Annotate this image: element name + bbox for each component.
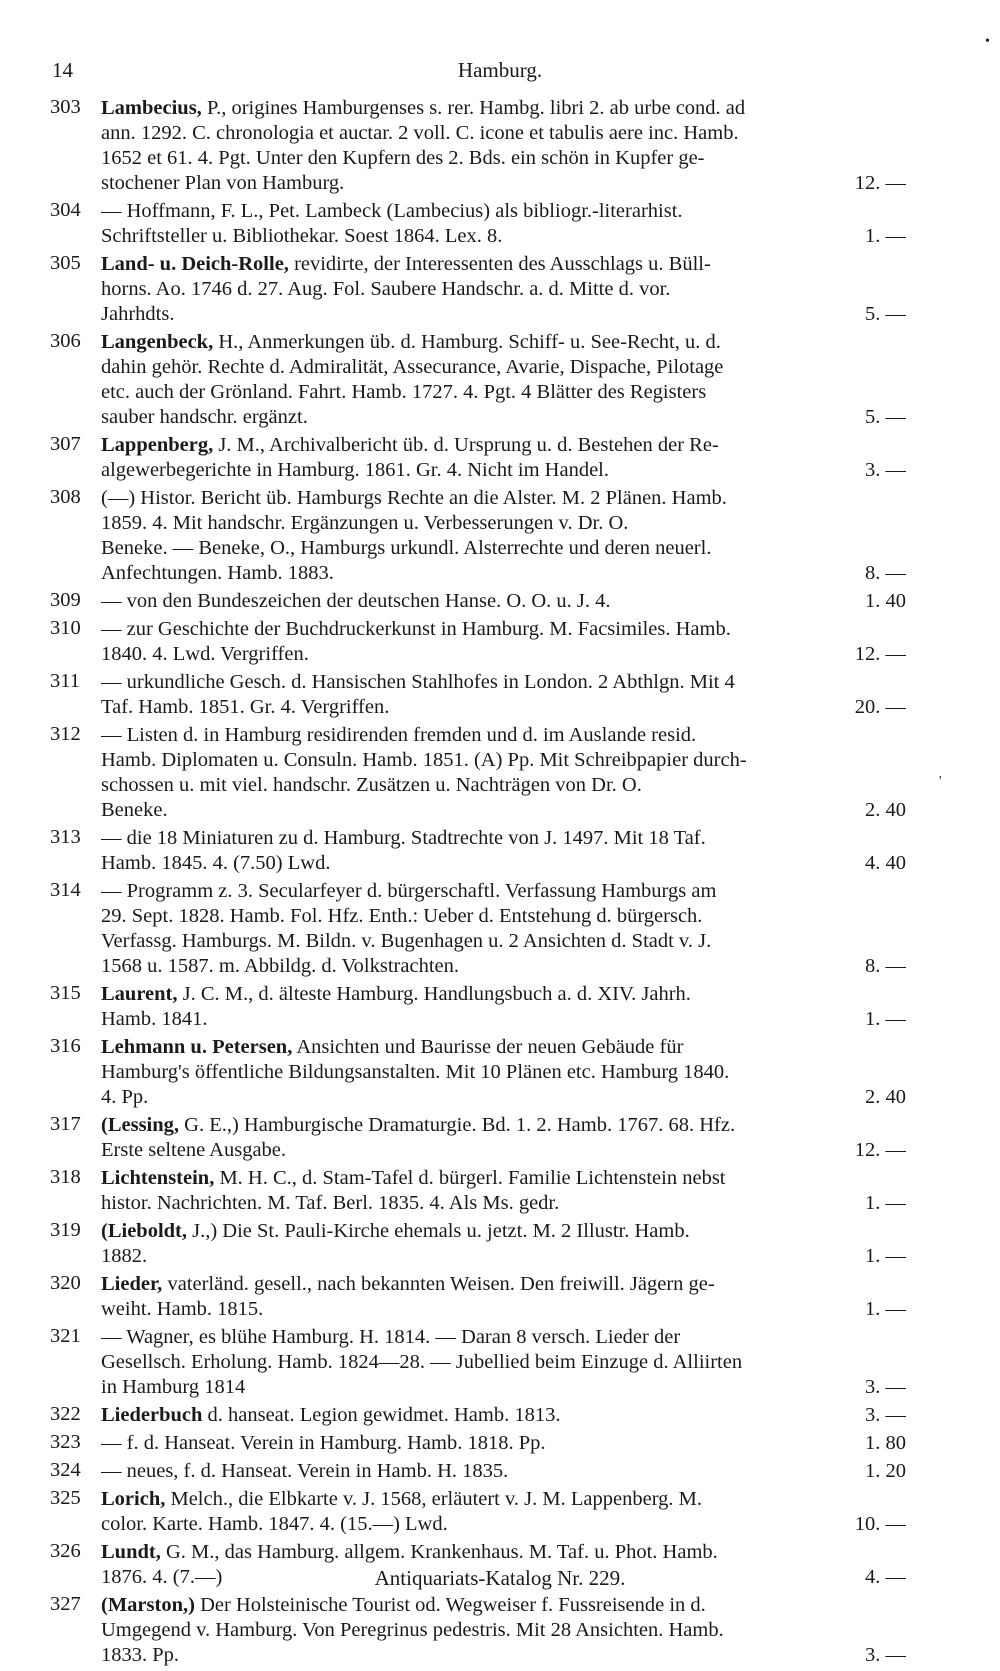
entry-text: (—) Histor. Bericht üb. Hamburgs Rechte an die Alster. M. 2 Plänen. Hamb.	[101, 487, 727, 509]
entry-price: 3. —	[865, 1404, 906, 1426]
catalog-entry	[0, 589, 1000, 614]
entry-price: 2. 40	[865, 1086, 906, 1108]
catalog-entry	[0, 982, 1000, 1032]
entry-text: color. Karte. Hamb. 1847. 4. (15.—) Lwd.	[101, 1513, 448, 1535]
entry-line	[101, 1007, 906, 1032]
entry-text: Erste seltene Ausgabe.	[101, 1139, 287, 1161]
entry-line	[101, 1085, 906, 1110]
entry-price: 1. 40	[865, 590, 906, 612]
entry-line	[101, 1375, 906, 1400]
entry-number: 323	[50, 1431, 81, 1453]
entry-line	[101, 1219, 906, 1244]
entry-number: 315	[50, 982, 81, 1004]
entry-text: P., origines Hamburgenses s. rer. Hambg. libri 2. ab urbe cond. ad	[201, 97, 746, 119]
entry-text: Melch., die Elbkarte v. J. 1568, erläutert v. J. M. Lappenberg. M.	[165, 1488, 703, 1510]
entry-headword: Lehmann u. Petersen,	[101, 1036, 293, 1058]
entry-text: 1840. 4. Lwd. Vergriffen.	[101, 643, 309, 665]
entry-text: horns. Ao. 1746 d. 27. Aug. Fol. Saubere Handschr. a. d. Mitte d. vor.	[101, 278, 671, 300]
entry-text: algewerbegerichte in Hamburg. 1861. Gr. 4. Nicht im Handel.	[101, 459, 609, 481]
entry-text: — f. d. Hanseat. Verein in Hamburg. Hamb. 1818. Pp.	[101, 1432, 546, 1454]
entry-line	[101, 1403, 906, 1428]
entry-line	[101, 121, 906, 146]
entry-number: 311	[50, 670, 80, 692]
entry-text: Ansichten und Baurisse der neuen Gebäude für	[292, 1036, 684, 1058]
entry-text: schossen u. mit viel. handschr. Zusätzen u. Nachträgen von Dr. O.	[101, 774, 642, 796]
entry-line	[101, 1060, 906, 1085]
entry-price: 10. —	[854, 1513, 906, 1535]
entry-text: Taf. Hamb. 1851. Gr. 4. Vergriffen.	[101, 696, 390, 718]
entry-line	[101, 670, 906, 695]
entry-line	[101, 380, 906, 405]
entry-line	[101, 1035, 906, 1060]
page-number: 14	[52, 58, 73, 82]
entry-text: 1876. 4. (7.—)	[101, 1566, 223, 1588]
catalog-entry	[0, 96, 1000, 196]
catalog-entry	[0, 1325, 1000, 1400]
catalog-entry	[0, 1219, 1000, 1269]
entry-line	[101, 798, 906, 823]
catalog-entry	[0, 433, 1000, 483]
entry-line	[101, 1297, 906, 1322]
entry-number: 325	[50, 1487, 81, 1509]
entry-line	[101, 1512, 906, 1537]
entry-text: histor. Nachrichten. M. Taf. Berl. 1835. 4. Als Ms. gedr.	[101, 1192, 560, 1214]
entry-line	[101, 302, 906, 327]
catalog-entry	[0, 670, 1000, 720]
entry-number: 303	[50, 96, 81, 118]
entry-headword: (Lessing,	[101, 1114, 180, 1136]
entry-number: 307	[50, 433, 81, 455]
entry-price: 1. 20	[865, 1460, 906, 1482]
entry-text: — die 18 Miniaturen zu d. Hamburg. Stadtrechte von J. 1497. Mit 18 Taf.	[101, 827, 706, 849]
entry-line	[101, 904, 906, 929]
entry-text: — zur Geschichte der Buchdruckerkunst in Hamburg. M. Facsimiles. Hamb.	[101, 618, 731, 640]
catalog-entry	[0, 617, 1000, 667]
entry-line	[101, 1138, 906, 1163]
entry-line	[101, 642, 906, 667]
entry-text: Hamb. Diplomaten u. Consuln. Hamb. 1851. (A) Pp. Mit Schreibpapier durch-	[101, 749, 747, 771]
entry-price: 3. —	[865, 459, 906, 481]
entry-line	[101, 561, 906, 586]
entry-line	[101, 1431, 906, 1456]
entry-text: stochener Plan von Hamburg.	[101, 172, 345, 194]
catalog-footer: Antiquariats-Katalog Nr. 229.	[374, 1566, 626, 1590]
entry-line	[101, 146, 906, 171]
entry-text: G. M., das Hamburg. allgem. Krankenhaus. M. Taf. u. Phot. Hamb.	[160, 1541, 718, 1563]
entry-line	[101, 355, 906, 380]
entry-headword: Lorich,	[101, 1488, 166, 1510]
entry-number: 316	[50, 1035, 81, 1057]
entry-text: J. M., Archivalbericht üb. d. Ursprung u. d. Bestehen der Re-	[213, 434, 719, 456]
entry-line	[101, 1540, 906, 1565]
catalog-entry	[0, 1431, 1000, 1456]
entry-line	[101, 433, 906, 458]
entry-line	[101, 617, 906, 642]
entry-line	[101, 879, 906, 904]
entry-line	[101, 1191, 906, 1216]
catalog-entry	[0, 1035, 1000, 1110]
entry-line	[101, 748, 906, 773]
entry-text: — Wagner, es blühe Hamburg. H. 1814. — Daran 8 versch. Lieder der	[101, 1326, 681, 1348]
entry-line	[101, 511, 906, 536]
entry-text: Verfassg. Hamburgs. M. Bildn. v. Bugenhagen u. 2 Ansichten d. Stadt v. J.	[101, 930, 712, 952]
catalog-entry	[0, 1459, 1000, 1484]
entry-headword: Laurent,	[101, 983, 178, 1005]
entry-line	[101, 773, 906, 798]
entry-price: 4. —	[865, 1566, 906, 1588]
entry-text: — von den Bundeszeichen der deutschen Hanse. O. O. u. J. 4.	[101, 590, 611, 612]
entry-line	[101, 252, 906, 277]
entry-text: Hamb. 1845. 4. (7.50) Lwd.	[101, 852, 331, 874]
entry-line	[101, 851, 906, 876]
entry-headword: Lichtenstein,	[101, 1167, 215, 1189]
entry-line	[101, 277, 906, 302]
entry-text: 1652 et 61. 4. Pgt. Unter den Kupfern des 2. Bds. ein schön in Kupfer ge-	[101, 147, 705, 169]
catalog-entry	[0, 723, 1000, 823]
entry-headword: Lambecius,	[101, 97, 202, 119]
entry-number: 314	[50, 879, 81, 901]
entry-line	[101, 171, 906, 196]
entry-text: G. E.,) Hamburgische Dramaturgie. Bd. 1. 2. Hamb. 1767. 68. Hfz.	[179, 1114, 736, 1136]
entry-text: 1882.	[101, 1245, 148, 1267]
entry-price: 1. —	[865, 225, 906, 247]
entry-number: 312	[50, 723, 81, 745]
entry-headword: Lundt,	[101, 1541, 161, 1563]
catalog-entries	[0, 96, 1000, 1671]
entry-price: 8. —	[865, 955, 906, 977]
entry-price: 5. —	[865, 406, 906, 428]
entry-number: 322	[50, 1403, 81, 1425]
entry-text: 4. Pp.	[101, 1086, 149, 1108]
entry-line	[101, 1244, 906, 1269]
entry-number: 306	[50, 330, 81, 352]
entry-text: 1568 u. 1587. m. Abbildg. d. Volkstrachten.	[101, 955, 459, 977]
entry-text: — Hoffmann, F. L., Pet. Lambeck (Lambecius) als bibliogr.-literarhist.	[101, 200, 683, 222]
catalog-entry	[0, 1487, 1000, 1537]
entry-text: Beneke. — Beneke, O., Hamburgs urkundl. Alsterrechte und deren neuerl.	[101, 537, 712, 559]
entry-headword: Liederbuch	[101, 1404, 203, 1426]
side-mark: '	[939, 774, 942, 789]
entry-line	[101, 589, 906, 614]
entry-text: sauber handschr. ergänzt.	[101, 406, 308, 428]
entry-price: 1. —	[865, 1298, 906, 1320]
entry-line	[101, 982, 906, 1007]
entry-text: H., Anmerkungen üb. d. Hamburg. Schiff- u. See-Recht, u. d.	[213, 331, 721, 353]
entry-text: — Programm z. 3. Secularfeyer d. bürgerschaftl. Verfassung Hamburgs am	[101, 880, 717, 902]
entry-line	[101, 1350, 906, 1375]
entry-price: 12. —	[854, 172, 906, 194]
entry-text: Der Holsteinische Tourist od. Wegweiser f. Fussreisende in d.	[194, 1594, 706, 1616]
entry-headword: Land- u. Deich-Rolle,	[101, 253, 289, 275]
entry-number: 321	[50, 1325, 81, 1347]
catalog-entry	[0, 826, 1000, 876]
entry-line	[101, 929, 906, 954]
catalog-entry	[0, 1593, 1000, 1668]
entry-line	[101, 1459, 906, 1484]
running-title: Hamburg.	[457, 58, 543, 82]
entry-price: 5. —	[865, 303, 906, 325]
entry-number: 310	[50, 617, 81, 639]
entry-line	[101, 96, 906, 121]
entry-text: weiht. Hamb. 1815.	[101, 1298, 264, 1320]
catalog-entry	[0, 199, 1000, 249]
entry-line	[101, 199, 906, 224]
entry-headword: Lieder,	[101, 1273, 163, 1295]
catalog-entry	[0, 486, 1000, 586]
entry-text: dahin gehör. Rechte d. Admiralität, Assecurance, Avarie, Dispache, Pilotage	[101, 356, 724, 378]
entry-price: 3. —	[865, 1376, 906, 1398]
entry-line	[101, 1166, 906, 1191]
entry-text: Hamburg's öffentliche Bildungsanstalten. Mit 10 Plänen etc. Hamburg 1840.	[101, 1061, 730, 1083]
entry-line	[101, 1487, 906, 1512]
entry-text: Beneke.	[101, 799, 168, 821]
entry-headword: (Lieboldt,	[101, 1220, 187, 1242]
catalog-entry	[0, 252, 1000, 327]
catalog-entry	[0, 1113, 1000, 1163]
entry-line	[101, 405, 906, 430]
entry-price: 4. 40	[865, 852, 906, 874]
entry-text: revidirte, der Interessenten des Ausschlags u. Büll-	[288, 253, 711, 275]
entry-price: 1. —	[865, 1008, 906, 1030]
entry-price: 12. —	[854, 1139, 906, 1161]
entry-line	[101, 1272, 906, 1297]
entry-number: 317	[50, 1113, 81, 1135]
entry-line	[101, 826, 906, 851]
entry-price: 12. —	[854, 643, 906, 665]
entry-text: J. C. M., d. älteste Hamburg. Handlungsbuch a. d. XIV. Jahrh.	[177, 983, 691, 1005]
entry-number: 304	[50, 199, 81, 221]
entry-price: 1. —	[865, 1192, 906, 1214]
entry-number: 318	[50, 1166, 81, 1188]
entry-text: Gesellsch. Erholung. Hamb. 1824—28. — Jubellied beim Einzuge d. Alliirten	[101, 1351, 743, 1373]
entry-number: 309	[50, 589, 81, 611]
entry-headword: (Marston,)	[101, 1594, 195, 1616]
entry-price: 1. 80	[865, 1432, 906, 1454]
entry-number: 305	[50, 252, 81, 274]
entry-price: 1. —	[865, 1245, 906, 1267]
entry-text: in Hamburg 1814	[101, 1376, 246, 1398]
entry-headword: Lappenberg,	[101, 434, 214, 456]
entry-line	[101, 1618, 906, 1643]
entry-number: 327	[50, 1593, 81, 1615]
entry-text: etc. auch der Grönland. Fahrt. Hamb. 1727. 4. Pgt. 4 Blätter des Registers	[101, 381, 707, 403]
entry-text: — neues, f. d. Hanseat. Verein in Hamb. H. 1835.	[101, 1460, 509, 1482]
entry-text: — urkundliche Gesch. d. Hansischen Stahlhofes in London. 2 Abthlgn. Mit 4	[101, 671, 735, 693]
catalog-entry	[0, 1403, 1000, 1428]
entry-text: d. hanseat. Legion gewidmet. Hamb. 1813.	[202, 1404, 561, 1426]
entry-text: — Listen d. in Hamburg residirenden fremden und d. im Auslande resid.	[101, 724, 697, 746]
entry-text: 1833. Pp.	[101, 1644, 180, 1666]
entry-number: 320	[50, 1272, 81, 1294]
entry-number: 313	[50, 826, 81, 848]
entry-line	[101, 330, 906, 355]
entry-number: 324	[50, 1459, 81, 1481]
entry-price: 3. —	[865, 1644, 906, 1666]
catalog-entry	[0, 1166, 1000, 1216]
entry-price: 2. 40	[865, 799, 906, 821]
entry-line	[101, 1643, 906, 1668]
entry-text: 1859. 4. Mit handschr. Ergänzungen u. Verbesserungen v. Dr. O.	[101, 512, 629, 534]
entry-headword: Langenbeck,	[101, 331, 214, 353]
entry-number: 308	[50, 486, 81, 508]
entry-line	[101, 536, 906, 561]
entry-text: Umgegend v. Hamburg. Von Peregrinus pedestris. Mit 28 Ansichten. Hamb.	[101, 1619, 724, 1641]
entry-text: ann. 1292. C. chronologia et auctar. 2 voll. C. icone et tabulis aere inc. Hamb.	[101, 122, 739, 144]
entry-text: M. H. C., d. Stam-Tafel d. bürgerl. Familie Lichtenstein nebst	[214, 1167, 726, 1189]
entry-line	[101, 1113, 906, 1138]
entry-line	[101, 723, 906, 748]
entry-text: 29. Sept. 1828. Hamb. Fol. Hfz. Enth.: Ueber d. Entstehung d. bürgersch.	[101, 905, 703, 927]
entry-text: vaterländ. gesell., nach bekannten Weisen. Den freiwill. Jägern ge-	[162, 1273, 715, 1295]
corner-mark: •	[985, 34, 990, 49]
entry-number: 326	[50, 1540, 81, 1562]
entry-line	[101, 1593, 906, 1618]
entry-line	[101, 954, 906, 979]
entry-line	[101, 224, 906, 249]
entry-text: Hamb. 1841.	[101, 1008, 208, 1030]
entry-line	[101, 458, 906, 483]
catalog-entry	[0, 330, 1000, 430]
entry-text: Anfechtungen. Hamb. 1883.	[101, 562, 334, 584]
entry-text: Schriftsteller u. Bibliothekar. Soest 1864. Lex. 8.	[101, 225, 503, 247]
entry-text: Jahrhdts.	[101, 303, 175, 325]
catalog-entry	[0, 1272, 1000, 1322]
catalog-entry	[0, 879, 1000, 979]
entry-price: 8. —	[865, 562, 906, 584]
entry-line	[101, 1325, 906, 1350]
entry-number: 319	[50, 1219, 81, 1241]
entry-line	[101, 486, 906, 511]
entry-price: 20. —	[854, 696, 906, 718]
entry-line	[101, 695, 906, 720]
entry-text: J.,) Die St. Pauli-Kirche ehemals u. jetzt. M. 2 Illustr. Hamb.	[187, 1220, 690, 1242]
